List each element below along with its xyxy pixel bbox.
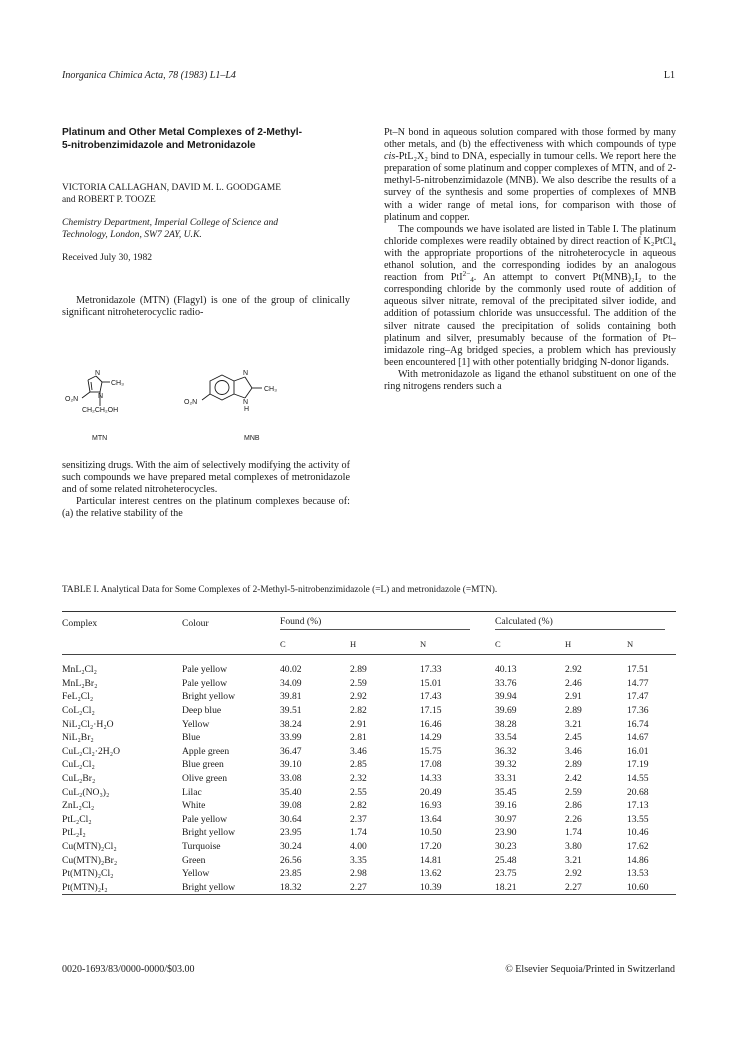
table-row (62, 758, 676, 772)
table-body (62, 655, 676, 895)
cell-found-h: 2.89 (350, 664, 367, 676)
subheader-calc-h: H (565, 634, 627, 655)
cell-colour: Pale yellow (182, 813, 228, 825)
cell-found-n: 17.15 (420, 705, 442, 717)
body-paragraph (384, 127, 676, 224)
cell-complex: MnL₂Cl₂ (62, 664, 97, 676)
cell-found-c: 40.02 (280, 664, 302, 676)
cell-found-c: 33.99 (280, 732, 302, 744)
cell-found-n: 14.29 (420, 732, 442, 744)
cell-found-n: 20.49 (420, 786, 442, 798)
cell-complex: PtL₂I₂ (62, 827, 86, 839)
cell-colour: Yellow (182, 718, 210, 730)
cell-calc-c: 23.75 (495, 868, 517, 880)
affiliation (62, 217, 350, 241)
cell-found-c: 36.47 (280, 745, 302, 757)
column-header-colour: Colour (182, 612, 280, 635)
mtn-label: MTN (92, 435, 108, 442)
mtn-n-top-label: N (95, 370, 101, 377)
column-header-complex: Complex (62, 612, 182, 635)
table-row (62, 704, 676, 718)
subscript: 4 (470, 276, 474, 285)
copyright-notice: © Elsevier Sequoia/Printed in Switzerland (505, 964, 675, 975)
mnb-n-bottom-label: N (243, 399, 249, 406)
right-column (384, 127, 676, 393)
cell-calc-h: 3.21 (565, 718, 582, 730)
cell-found-n: 10.39 (420, 881, 442, 893)
mnb-structure (202, 375, 262, 400)
cell-calc-c: 25.48 (495, 854, 517, 866)
cell-found-n: 17.33 (420, 664, 442, 676)
cell-calc-n: 10.46 (627, 827, 649, 839)
cell-found-h: 1.74 (350, 827, 367, 839)
cell-found-h: 2.81 (350, 732, 367, 744)
mtn-structure (82, 376, 110, 406)
cell-calc-c: 35.45 (495, 786, 517, 798)
chemical-structures (62, 364, 362, 448)
cell-found-c: 35.40 (280, 786, 302, 798)
cell-calc-n: 16.01 (627, 745, 649, 757)
cell-found-c: 26.56 (280, 854, 302, 866)
left-column (62, 127, 350, 319)
cell-calc-n: 17.51 (627, 664, 649, 676)
cell-colour: Bright yellow (182, 691, 236, 703)
title-line: 5-nitrobenzimidazole and Metronidazole (62, 139, 256, 151)
cell-found-n: 17.20 (420, 841, 442, 853)
cell-found-c: 23.85 (280, 868, 302, 880)
cell-complex: CuL₂(NO₃)₂ (62, 786, 110, 798)
cell-calc-h: 2.92 (565, 868, 582, 880)
cell-found-h: 4.00 (350, 841, 367, 853)
author-line: VICTORIA CALLAGHAN, DAVID M. L. GOODGAME (62, 183, 281, 193)
cell-calc-c: 33.31 (495, 773, 517, 785)
cell-calc-n: 14.77 (627, 677, 649, 689)
table-row (62, 731, 676, 745)
cell-complex: Cu(MTN)₂Cl₂ (62, 841, 117, 853)
cell-found-h: 3.35 (350, 854, 367, 866)
subheader-blank (62, 634, 182, 655)
author-line: and ROBERT P. TOOZE (62, 195, 156, 205)
cell-calc-n: 13.53 (627, 868, 649, 880)
cell-calc-c: 36.32 (495, 745, 517, 757)
cell-calc-h: 2.91 (565, 691, 582, 703)
cell-found-h: 3.46 (350, 745, 367, 757)
cell-colour: Bright yellow (182, 881, 236, 893)
cell-complex: NiL₂Cl₂·H₂O (62, 718, 114, 730)
table-row (62, 813, 676, 827)
cell-colour: Yellow (182, 868, 210, 880)
cell-found-n: 15.01 (420, 677, 442, 689)
cell-calc-h: 3.46 (565, 745, 582, 757)
cell-found-h: 2.37 (350, 813, 367, 825)
mnb-label: MNB (244, 435, 260, 442)
page-number: L1 (663, 70, 675, 81)
table-row (62, 745, 676, 759)
cell-found-h: 2.92 (350, 691, 367, 703)
cell-calc-n: 14.86 (627, 854, 649, 866)
text-run: . An attempt to convert Pt(MNB)₂I₂ to the corresponding chloride by the commonly used route of addition of aqueous silver nitrate, removal of the precipitated silver iodide, and addition of potassium chloride was unsuccessful. The addition of the silver nitrate caused the precipitation of solids containing both platinum and silver, presumably because of the formation of Pt–imidazole ring–Ag bridged species, a problem which has previously been encountered [1] with other potentially bridging N-donor ligands. (384, 272, 676, 368)
subheader-calc-n: N (627, 634, 676, 655)
cell-complex: MnL₂Br₂ (62, 677, 98, 689)
title-line: Platinum and Other Metal Complexes of 2-Methyl- (62, 127, 303, 138)
cell-calc-h: 2.86 (565, 800, 582, 812)
cell-found-n: 17.43 (420, 691, 442, 703)
cell-calc-n: 14.55 (627, 773, 649, 785)
mnb-n-top-label: N (243, 370, 249, 377)
cell-colour: Blue green (182, 759, 224, 771)
cell-found-n: 14.33 (420, 773, 442, 785)
table-row (62, 867, 676, 881)
cell-calc-h: 2.27 (565, 881, 582, 893)
cell-found-c: 39.08 (280, 800, 302, 812)
cell-found-h: 2.91 (350, 718, 367, 730)
cell-calc-n: 10.60 (627, 881, 649, 893)
cell-calc-h: 2.92 (565, 664, 582, 676)
cell-found-n: 10.50 (420, 827, 442, 839)
cell-found-c: 30.24 (280, 841, 302, 853)
cell-calc-c: 18.21 (495, 881, 517, 893)
body-paragraph: sensitizing drugs. With the aim of selectively modifying the activity of such compounds we have prepared metal complexes of metronidazole and of some related nitroheterocycles. (62, 460, 350, 496)
cell-found-c: 34.09 (280, 677, 302, 689)
article-title (62, 127, 350, 152)
table-row (62, 853, 676, 867)
cell-found-n: 16.93 (420, 800, 442, 812)
cell-found-c: 30.64 (280, 813, 302, 825)
cell-calc-c: 39.32 (495, 759, 517, 771)
journal-citation: Inorganica Chimica Acta, 78 (1983) L1–L4 (62, 70, 236, 81)
cell-calc-c: 33.54 (495, 732, 517, 744)
cell-calc-n: 13.55 (627, 813, 649, 825)
cell-calc-c: 30.97 (495, 813, 517, 825)
cell-calc-h: 2.26 (565, 813, 582, 825)
table-row (62, 785, 676, 799)
affiliation-line: Chemistry Department, Imperial College of Science and (62, 217, 279, 228)
cell-calc-h: 1.74 (565, 827, 582, 839)
cell-calc-c: 38.28 (495, 718, 517, 730)
mnb-h-label: H (244, 406, 250, 413)
table-row (62, 677, 676, 691)
cell-complex: CuL₂Br₂ (62, 773, 96, 785)
mtn-n-bottom-label: N (98, 393, 104, 400)
mnb-o2n-label: O₂N (184, 399, 198, 406)
cell-calc-h: 2.45 (565, 732, 582, 744)
cell-complex: CoL₂Cl₂ (62, 705, 95, 717)
cell-found-h: 2.82 (350, 800, 367, 812)
cell-colour: Green (182, 854, 206, 866)
cell-found-c: 39.81 (280, 691, 302, 703)
cell-found-n: 14.81 (420, 854, 442, 866)
cell-found-h: 2.82 (350, 705, 367, 717)
subheader-blank (182, 634, 280, 655)
table-row (62, 717, 676, 731)
cell-calc-h: 3.80 (565, 841, 582, 853)
body-paragraph: Particular interest centres on the platinum complexes because of: (a) the relative stability of the (62, 496, 350, 520)
cell-calc-h: 2.46 (565, 677, 582, 689)
table-row (62, 840, 676, 854)
cell-colour: Pale yellow (182, 677, 228, 689)
cell-colour: Apple green (182, 745, 230, 757)
text-run: The compounds we have isolated are listed in Table I. The platinum chloride complexes were readily obtained by direct reaction of K₂PtCl₄ with the appropriate proportions of the nitroheterocycle in aqueous ethanol solution, and the corresponding iodides by an analogous reaction from PtI (384, 223, 676, 284)
intro-paragraph: Metronidazole (MTN) (Flagyl) is one of the group of clinically significant nitroheterocyclic radio- (62, 295, 350, 319)
cell-calc-n: 17.13 (627, 800, 649, 812)
cell-found-c: 23.95 (280, 827, 302, 839)
cell-found-h: 2.27 (350, 881, 367, 893)
table-row (62, 799, 676, 813)
cell-calc-h: 2.42 (565, 773, 582, 785)
cell-colour: Olive green (182, 773, 228, 785)
column-header-calculated (495, 612, 676, 635)
calculated-header-text: Calculated (%) (495, 616, 665, 630)
cell-calc-n: 16.74 (627, 718, 649, 730)
cell-calc-c: 33.76 (495, 677, 517, 689)
body-paragraph (384, 224, 676, 369)
cell-found-n: 16.46 (420, 718, 442, 730)
text-run: Pt–N bond in aqueous solution compared with those formed by many other metals, and (b) the effectiveness with which compounds of type (384, 127, 676, 151)
subheader-found-n: N (420, 634, 495, 655)
cell-calc-h: 3.21 (565, 854, 582, 866)
cell-found-c: 33.08 (280, 773, 302, 785)
cell-complex: Pt(MTN)₂I₂ (62, 881, 108, 893)
cell-found-n: 17.08 (420, 759, 442, 771)
cell-complex: PtL₂Cl₂ (62, 813, 92, 825)
cell-found-h: 2.59 (350, 677, 367, 689)
cell-found-c: 39.51 (280, 705, 302, 717)
mnb-ch3-label: CH₃ (264, 386, 277, 393)
analytical-data-table (62, 611, 676, 897)
cell-complex: NiL₂Br₂ (62, 732, 94, 744)
cell-calc-c: 39.16 (495, 800, 517, 812)
cell-found-h: 2.32 (350, 773, 367, 785)
cell-complex: FeL₂Cl₂ (62, 691, 94, 703)
cell-found-n: 15.75 (420, 745, 442, 757)
cell-calc-n: 17.47 (627, 691, 649, 703)
cell-calc-n: 17.62 (627, 841, 649, 853)
table-row (62, 772, 676, 786)
cell-calc-n: 17.19 (627, 759, 649, 771)
table-row (62, 690, 676, 704)
cell-colour: Turquoise (182, 841, 221, 853)
cell-colour: White (182, 800, 206, 812)
italic-run: cis (384, 151, 396, 163)
cell-calc-c: 39.69 (495, 705, 517, 717)
cell-complex: Cu(MTN)₂Br₂ (62, 854, 118, 866)
cell-found-c: 39.10 (280, 759, 302, 771)
cell-complex: Pt(MTN)₂Cl₂ (62, 868, 114, 880)
cell-colour: Pale yellow (182, 664, 228, 676)
cell-calc-h: 2.89 (565, 759, 582, 771)
affiliation-line: Technology, London, SW7 2AY, U.K. (62, 229, 202, 240)
subheader-found-h: H (350, 634, 420, 655)
cell-complex: CuL₂Cl₂ (62, 759, 95, 771)
mtn-o2n-label: O₂N (65, 396, 79, 403)
cell-calc-c: 39.94 (495, 691, 517, 703)
subheader-found-c: C (280, 634, 350, 655)
found-header-text: Found (%) (280, 616, 470, 630)
cell-colour: Deep blue (182, 705, 222, 717)
cell-calc-c: 40.13 (495, 664, 517, 676)
cell-calc-c: 30.23 (495, 841, 517, 853)
cell-calc-n: 20.68 (627, 786, 649, 798)
cell-found-h: 2.98 (350, 868, 367, 880)
cell-complex: CuL₂Cl₂·2H₂O (62, 745, 121, 757)
cell-calc-h: 2.59 (565, 786, 582, 798)
cell-colour: Lilac (182, 786, 202, 798)
cell-calc-n: 14.67 (627, 732, 649, 744)
table-row (62, 826, 676, 840)
author-list (62, 182, 350, 206)
table-caption: TABLE I. Analytical Data for Some Complexes of 2-Methyl-5-nitrobenzimidazole (=L) and metronidazole (=MTN). (62, 585, 498, 595)
table-row (62, 655, 676, 677)
text-run: -PtL₂X₂ bind to DNA, especially in tumour cells. We report here the preparation of some platinum and copper complexes of MTN, and of 2-methyl-5-nitrobenzimidazole (MNB). We also describe the results of a survey of the synthesis and some properties of complexes of MNB with a wider range of metal ions, for comparison with those of platinum and copper. (384, 151, 676, 223)
cell-found-h: 2.55 (350, 786, 367, 798)
cell-calc-n: 17.36 (627, 705, 649, 717)
cell-complex: ZnL₂Cl₂ (62, 800, 95, 812)
cell-found-c: 38.24 (280, 718, 302, 730)
table-bottom-rule (62, 895, 676, 898)
cell-calc-c: 23.90 (495, 827, 517, 839)
column-header-found (280, 612, 495, 635)
cell-found-c: 18.32 (280, 881, 302, 893)
mtn-substituent-label: CH₂CH₂OH (82, 407, 119, 414)
left-column-continued (62, 460, 350, 520)
cell-colour: Bright yellow (182, 827, 236, 839)
cell-found-n: 13.62 (420, 868, 442, 880)
cell-calc-h: 2.89 (565, 705, 582, 717)
cell-found-h: 2.85 (350, 759, 367, 771)
received-date: Received July 30, 1982 (62, 252, 153, 263)
mtn-ch3-label: CH₃ (111, 380, 124, 387)
body-paragraph: With metronidazole as ligand the ethanol substituent on one of the ring nitrogens renders such a (384, 368, 676, 392)
cell-colour: Blue (182, 732, 201, 744)
superscript: 2− (462, 270, 471, 279)
issn-code: 0020-1693/83/0000-0000/$03.00 (62, 964, 195, 975)
table-row (62, 881, 676, 895)
cell-found-n: 13.64 (420, 813, 442, 825)
subheader-calc-c: C (495, 634, 565, 655)
